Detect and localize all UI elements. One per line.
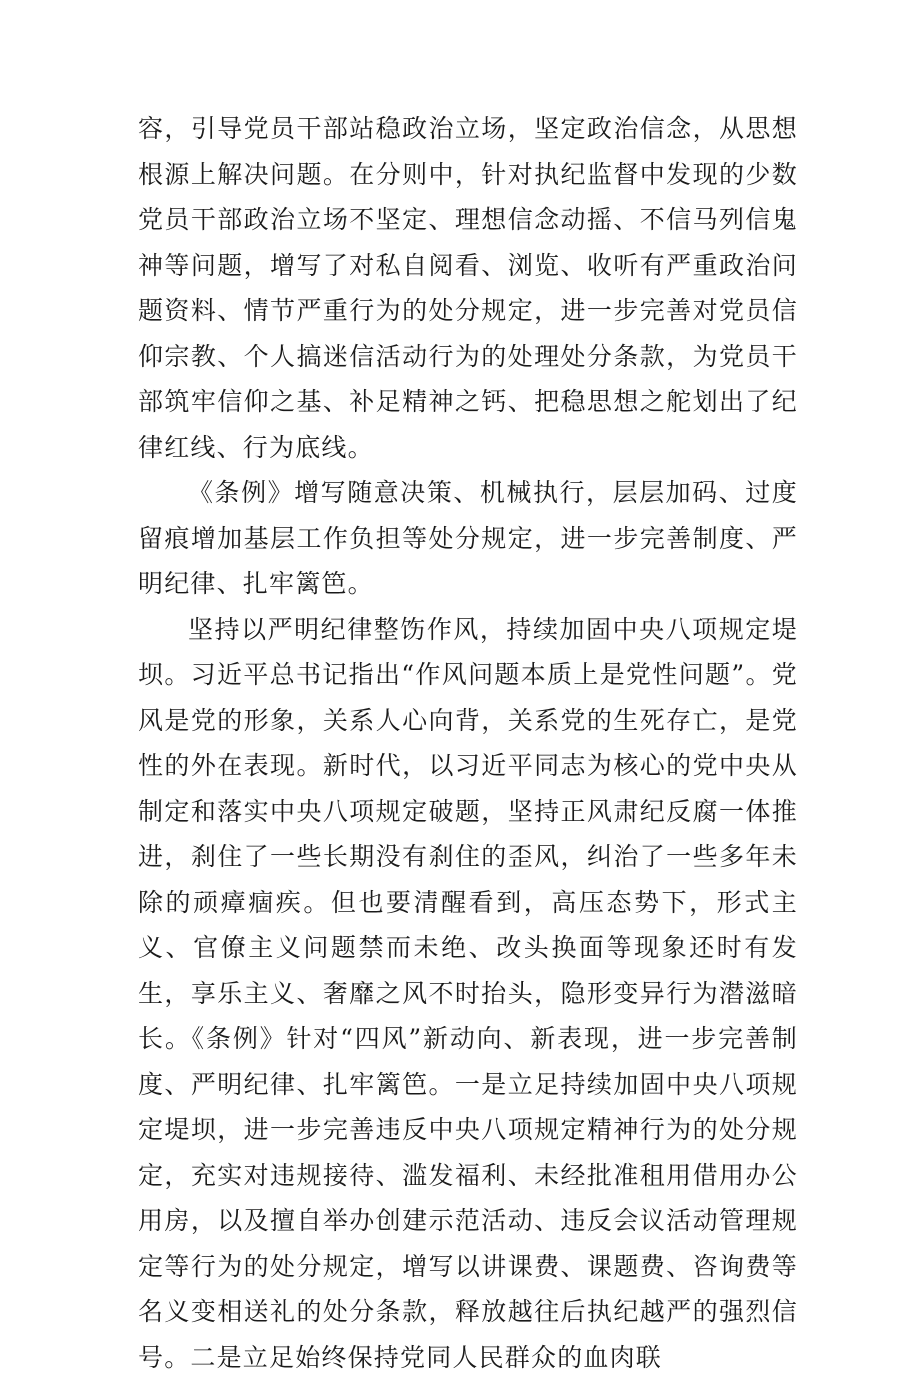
paragraph-3: 坚持以严明纪律整饬作风，持续加固中央八项规定堤坝。习近平总书记指出“作风问题本质上是党性问题”。党风是党的形象，关系人心向背，关系党的生死存亡，是党性的外在表现。新时代，以习近平同志为核心的党中央从制定和落实中央八项规定破题，坚持正风肃纪反腐一体推进，刹住了一些长期没有刹住的歪风，纠治了一些多年未除的顽瘴痼疾。但也要清醒看到，高压态势下，形式主义、官僚主义问题禁而未绝、改头换面等现象还时有发生，享乐主义、奢靡之风不时抬头，隐形变异行为潜滋暗长。《条例》针对“四风”新动向、新表现，进一步完善制度、严明纪律、扎牢篱笆。一是立足持续加固中央八项规定堤坝，进一步完善违反中央八项规定精神行为的处分规定，充实对违规接待、滥发福利、未经批准租用借用办公用房，以及擅自举办创建示范活动、违反会议活动管理规定等行为的处分规定，增写以讲课费、课题费、咨询费等名义变相送礼的处分条款，释放越往后执纪越严的强烈信号。二是立足始终保持党同人民群众的血肉联 (138, 607, 798, 1380)
document-body (138, 106, 798, 1380)
paragraph-1: 容，引导党员干部站稳政治立场，坚定政治信念，从思想根源上解决问题。在分则中，针对执纪监督中发现的少数党员干部政治立场不坚定、理想信念动摇、不信马列信鬼神等问题，增写了对私自阅看、浏览、收听有严重政治问题资料、情节严重行为的处分规定，进一步完善对党员信仰宗教、个人搞迷信活动行为的处理处分条款，为党员干部筑牢信仰之基、补足精神之钙、把稳思想之舵划出了纪律红线、行为底线。 (138, 106, 798, 470)
paragraph-2: 《条例》增写随意决策、机械执行，层层加码、过度留痕增加基层工作负担等处分规定，进一步完善制度、严明纪律、扎牢篱笆。 (138, 470, 798, 607)
